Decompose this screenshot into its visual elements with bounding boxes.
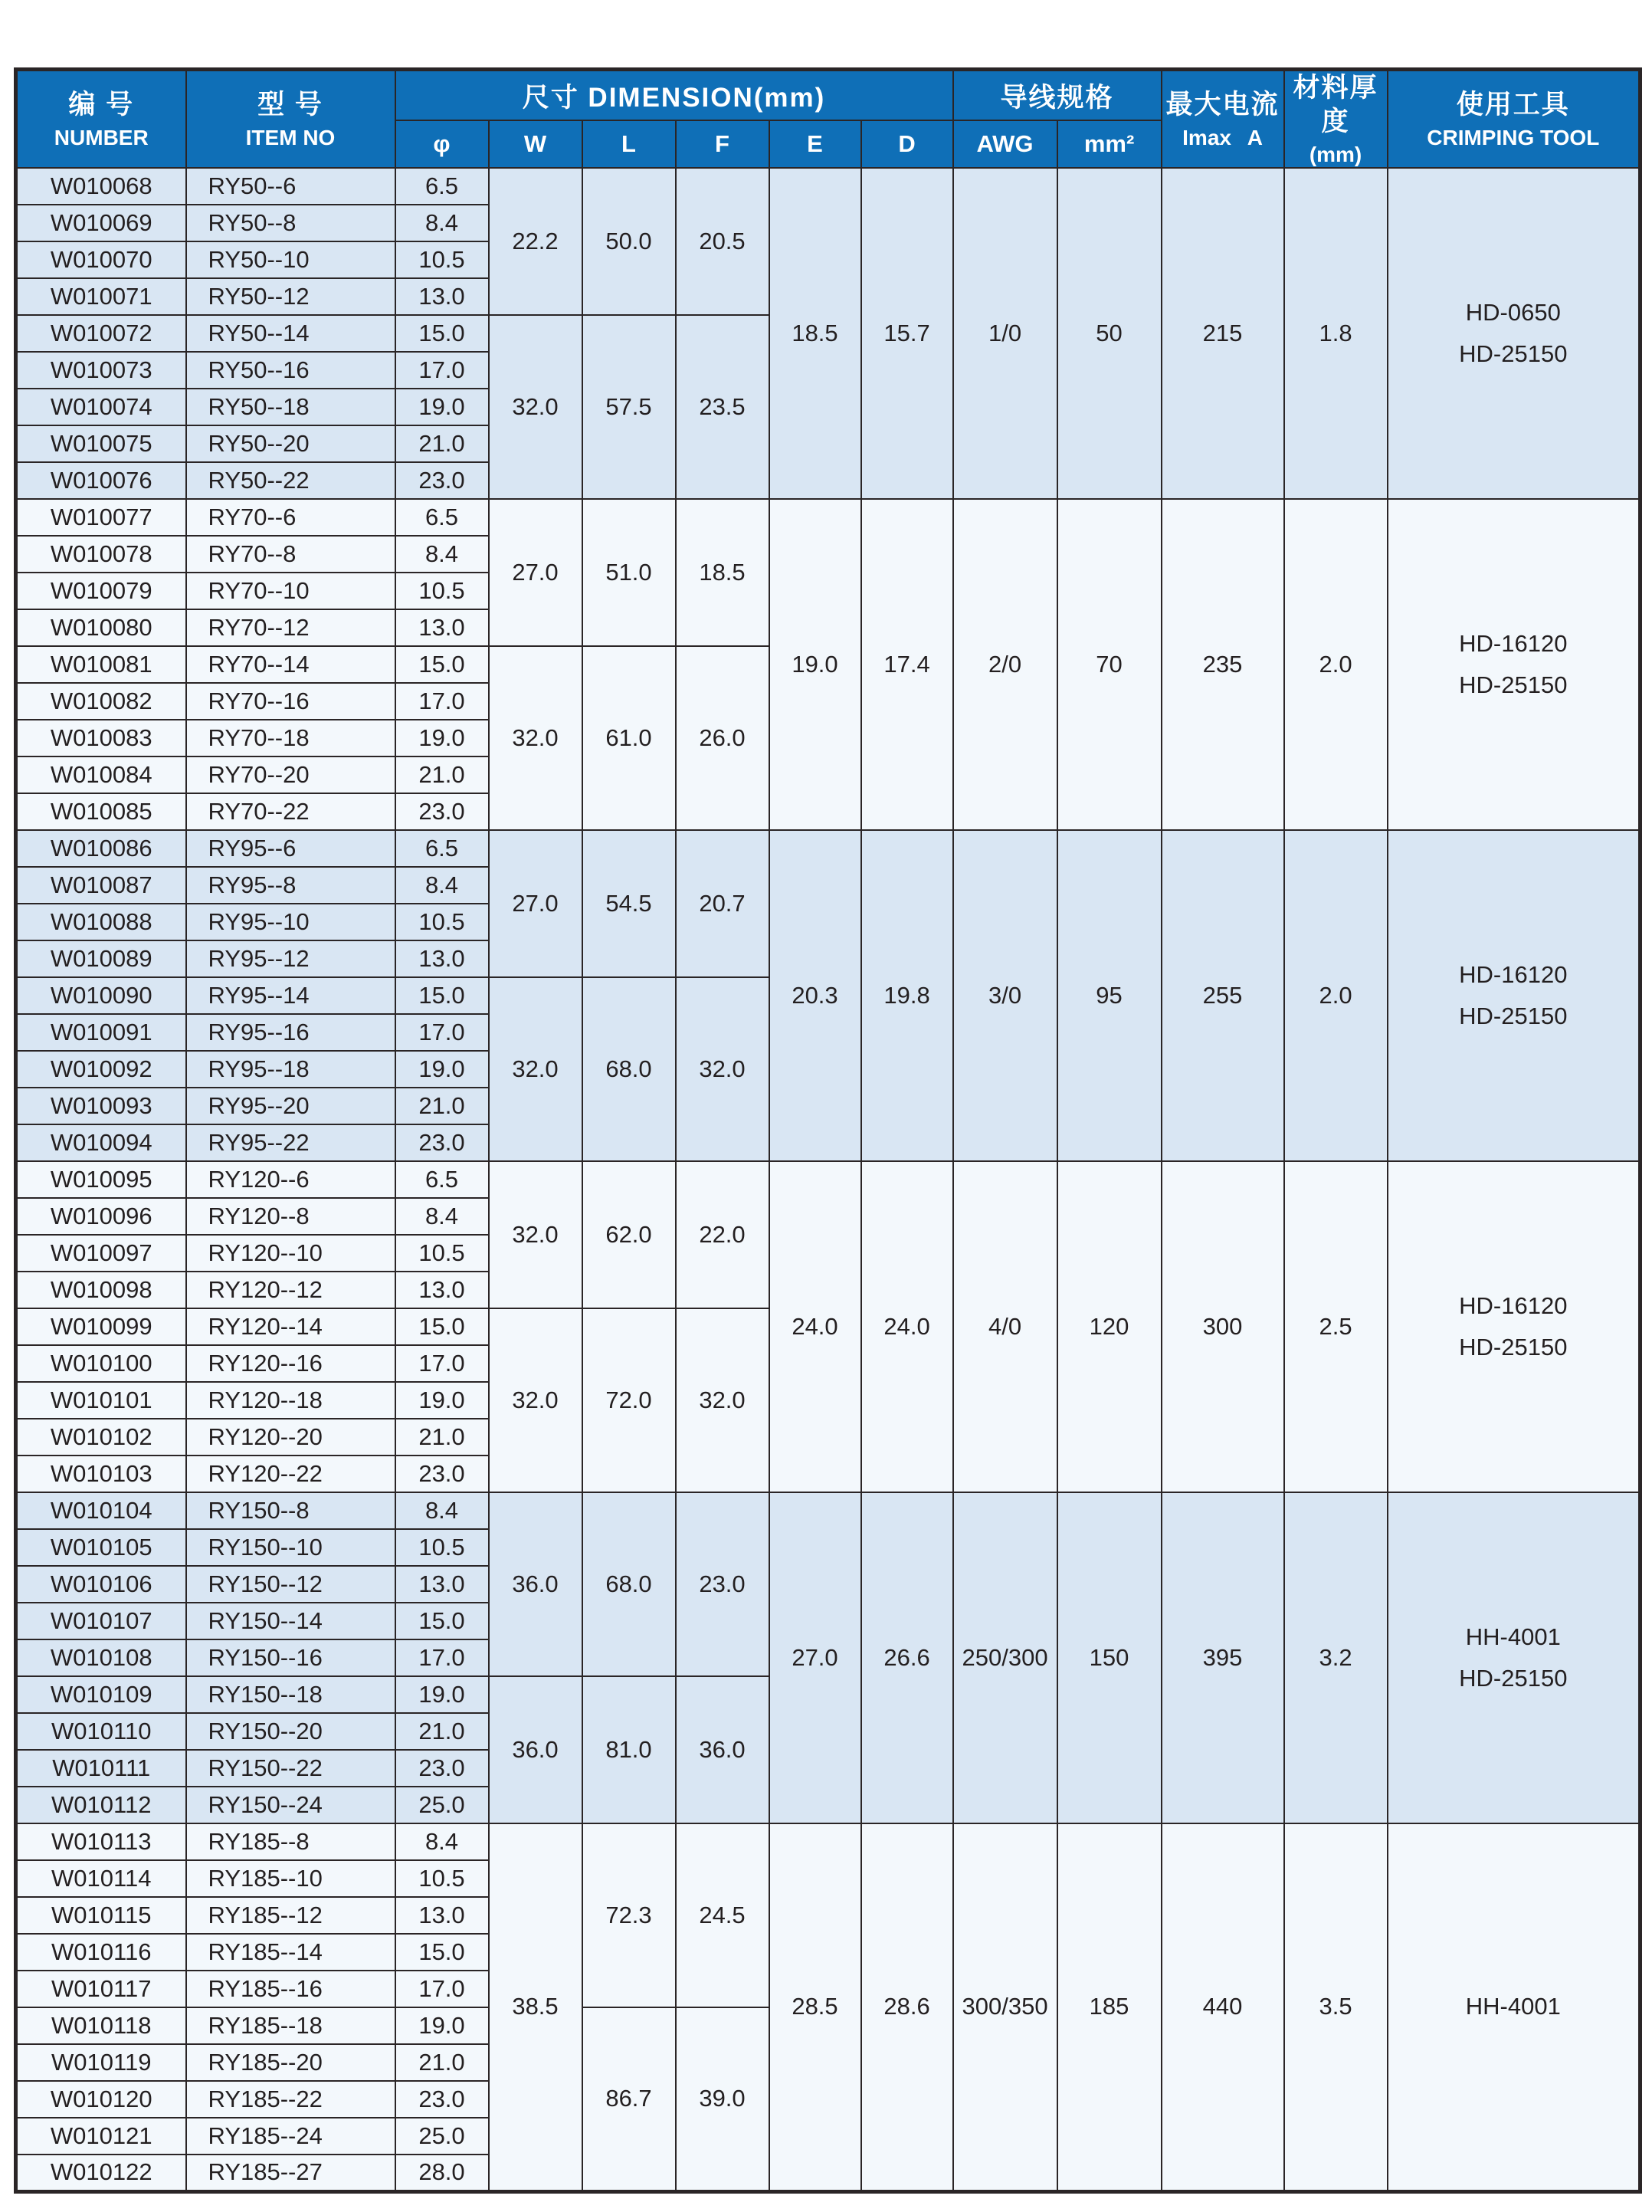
- item-cell: RY50--22: [186, 462, 395, 499]
- l-cell: 72.0: [582, 1308, 676, 1492]
- phi-cell: 6.5: [395, 168, 489, 205]
- phi-cell: 23.0: [395, 1456, 489, 1492]
- phi-cell: 6.5: [395, 499, 489, 536]
- l-cell: 86.7: [582, 2007, 676, 2191]
- imax-cell: 235: [1162, 499, 1284, 830]
- header-row-1: [16, 70, 1641, 121]
- tool-line: HD-25150: [1459, 1665, 1568, 1692]
- phi-cell: 19.0: [395, 1051, 489, 1088]
- phi-cell: 13.0: [395, 1566, 489, 1603]
- header-imax-en: Imax A: [1182, 125, 1263, 149]
- phi-cell: 13.0: [395, 609, 489, 646]
- e-cell: 18.5: [769, 168, 861, 499]
- header-thickness-en: (mm): [1309, 142, 1362, 166]
- number-cell: W010092: [16, 1051, 186, 1088]
- item-cell: RY50--14: [186, 315, 395, 352]
- tool-cell: [1388, 830, 1641, 1161]
- w-cell: 27.0: [489, 830, 582, 977]
- f-cell: 32.0: [676, 1308, 769, 1492]
- item-cell: RY50--12: [186, 278, 395, 315]
- phi-cell: 15.0: [395, 646, 489, 683]
- phi-cell: 23.0: [395, 462, 489, 499]
- phi-cell: 23.0: [395, 2081, 489, 2118]
- number-cell: W010078: [16, 536, 186, 573]
- w-cell: 36.0: [489, 1492, 582, 1676]
- header-item: [186, 70, 395, 169]
- item-cell: RY70--14: [186, 646, 395, 683]
- phi-cell: 15.0: [395, 1603, 489, 1639]
- spec-table-body: [16, 168, 1641, 2191]
- header-item-zh: 型 号: [257, 89, 323, 120]
- phi-cell: 6.5: [395, 830, 489, 867]
- phi-cell: 10.5: [395, 1860, 489, 1897]
- thickness-cell: 2.5: [1284, 1161, 1388, 1492]
- table-row: [16, 830, 1641, 867]
- tool-line: HD-16120: [1459, 1291, 1568, 1319]
- item-cell: RY185--27: [186, 2155, 395, 2191]
- header-tool: [1388, 70, 1641, 169]
- f-cell: 24.5: [676, 1823, 769, 2007]
- phi-cell: 8.4: [395, 205, 489, 241]
- number-cell: W010107: [16, 1603, 186, 1639]
- phi-cell: 23.0: [395, 1124, 489, 1161]
- phi-cell: 8.4: [395, 536, 489, 573]
- number-cell: W010076: [16, 462, 186, 499]
- item-cell: RY185--18: [186, 2007, 395, 2044]
- number-cell: W010099: [16, 1308, 186, 1345]
- f-cell: 32.0: [676, 977, 769, 1161]
- item-cell: RY70--18: [186, 720, 395, 756]
- tool-line: HH-4001: [1465, 1623, 1561, 1650]
- item-cell: RY50--18: [186, 389, 395, 425]
- item-cell: RY185--22: [186, 2081, 395, 2118]
- item-cell: RY50--10: [186, 241, 395, 278]
- item-cell: RY50--8: [186, 205, 395, 241]
- header-l: L: [582, 120, 676, 168]
- item-cell: RY95--20: [186, 1088, 395, 1124]
- phi-cell: 21.0: [395, 2044, 489, 2081]
- number-cell: W010086: [16, 830, 186, 867]
- tool-cell: [1388, 499, 1641, 830]
- header-thickness: [1284, 70, 1388, 169]
- item-cell: RY120--22: [186, 1456, 395, 1492]
- number-cell: W010108: [16, 1639, 186, 1676]
- item-cell: RY70--10: [186, 573, 395, 609]
- l-cell: 57.5: [582, 315, 676, 499]
- number-cell: W010073: [16, 352, 186, 389]
- thickness-cell: 3.5: [1284, 1823, 1388, 2191]
- phi-cell: 15.0: [395, 1308, 489, 1345]
- f-cell: 18.5: [676, 499, 769, 646]
- phi-cell: 15.0: [395, 315, 489, 352]
- mm2-cell: 150: [1057, 1492, 1162, 1823]
- table-row: [16, 168, 1641, 205]
- number-cell: W010097: [16, 1235, 186, 1272]
- header-number: [16, 70, 186, 169]
- l-cell: 68.0: [582, 1492, 676, 1676]
- e-cell: 27.0: [769, 1492, 861, 1823]
- item-cell: RY150--8: [186, 1492, 395, 1529]
- phi-cell: 21.0: [395, 1713, 489, 1750]
- item-cell: RY70--22: [186, 793, 395, 830]
- number-cell: W010070: [16, 241, 186, 278]
- header-number-zh: 编 号: [68, 89, 135, 120]
- header-d: D: [861, 120, 953, 168]
- item-cell: RY95--22: [186, 1124, 395, 1161]
- awg-cell: 1/0: [953, 168, 1057, 499]
- header-wire-group: 导线规格: [953, 70, 1162, 121]
- number-cell: W010080: [16, 609, 186, 646]
- item-cell: RY70--6: [186, 499, 395, 536]
- f-cell: 20.7: [676, 830, 769, 977]
- header-f: F: [676, 120, 769, 168]
- phi-cell: 8.4: [395, 1492, 489, 1529]
- l-cell: 62.0: [582, 1161, 676, 1308]
- item-cell: RY120--16: [186, 1345, 395, 1382]
- f-cell: 23.0: [676, 1492, 769, 1676]
- item-cell: RY185--8: [186, 1823, 395, 1860]
- header-w: W: [489, 120, 582, 168]
- number-cell: W010079: [16, 573, 186, 609]
- item-cell: RY150--22: [186, 1750, 395, 1787]
- header-imax: [1162, 70, 1284, 169]
- number-cell: W010077: [16, 499, 186, 536]
- number-cell: W010106: [16, 1566, 186, 1603]
- phi-cell: 10.5: [395, 1529, 489, 1566]
- mm2-cell: 95: [1057, 830, 1162, 1161]
- phi-cell: 6.5: [395, 1161, 489, 1198]
- awg-cell: 3/0: [953, 830, 1057, 1161]
- phi-cell: 8.4: [395, 1198, 489, 1235]
- thickness-cell: 2.0: [1284, 830, 1388, 1161]
- phi-cell: 15.0: [395, 977, 489, 1014]
- f-cell: 22.0: [676, 1161, 769, 1308]
- phi-cell: 15.0: [395, 1934, 489, 1971]
- mm2-cell: 120: [1057, 1161, 1162, 1492]
- tool-line: HD-25150: [1459, 1334, 1568, 1361]
- header-awg: AWG: [953, 120, 1057, 168]
- item-cell: RY120--20: [186, 1419, 395, 1456]
- l-cell: 68.0: [582, 977, 676, 1161]
- number-cell: W010071: [16, 278, 186, 315]
- number-cell: W010069: [16, 205, 186, 241]
- item-cell: RY95--16: [186, 1014, 395, 1051]
- table-row: [16, 1823, 1641, 1860]
- w-cell: 38.5: [489, 1823, 582, 2191]
- phi-cell: 8.4: [395, 1823, 489, 1860]
- phi-cell: 13.0: [395, 940, 489, 977]
- item-cell: RY185--14: [186, 1934, 395, 1971]
- f-cell: 36.0: [676, 1676, 769, 1823]
- awg-cell: 2/0: [953, 499, 1057, 830]
- spec-table: [14, 67, 1642, 2194]
- number-cell: W010120: [16, 2081, 186, 2118]
- table-header: [16, 70, 1641, 169]
- number-cell: W010102: [16, 1419, 186, 1456]
- number-cell: W010095: [16, 1161, 186, 1198]
- phi-cell: 13.0: [395, 1897, 489, 1934]
- item-cell: RY150--10: [186, 1529, 395, 1566]
- item-cell: RY150--20: [186, 1713, 395, 1750]
- l-cell: 81.0: [582, 1676, 676, 1823]
- number-cell: W010109: [16, 1676, 186, 1713]
- spec-sheet: [14, 67, 1642, 2194]
- tool-line: HD-25150: [1459, 1003, 1568, 1030]
- phi-cell: 23.0: [395, 1750, 489, 1787]
- item-cell: RY95--6: [186, 830, 395, 867]
- number-cell: W010100: [16, 1345, 186, 1382]
- phi-cell: 19.0: [395, 389, 489, 425]
- item-cell: RY185--10: [186, 1860, 395, 1897]
- awg-cell: 4/0: [953, 1161, 1057, 1492]
- phi-cell: 21.0: [395, 1419, 489, 1456]
- item-cell: RY70--16: [186, 683, 395, 720]
- phi-cell: 21.0: [395, 425, 489, 462]
- table-row: [16, 1492, 1641, 1529]
- number-cell: W010118: [16, 2007, 186, 2044]
- tool-line: HD-25150: [1459, 340, 1568, 368]
- item-cell: RY185--12: [186, 1897, 395, 1934]
- item-cell: RY95--8: [186, 867, 395, 904]
- imax-cell: 440: [1162, 1823, 1284, 2191]
- item-cell: RY120--18: [186, 1382, 395, 1419]
- phi-cell: 10.5: [395, 573, 489, 609]
- number-cell: W010093: [16, 1088, 186, 1124]
- number-cell: W010072: [16, 315, 186, 352]
- w-cell: 32.0: [489, 1161, 582, 1308]
- number-cell: W010110: [16, 1713, 186, 1750]
- tool-cell: [1388, 1823, 1641, 2191]
- phi-cell: 13.0: [395, 1272, 489, 1308]
- phi-cell: 17.0: [395, 1014, 489, 1051]
- number-cell: W010122: [16, 2155, 186, 2191]
- phi-cell: 10.5: [395, 241, 489, 278]
- l-cell: 50.0: [582, 168, 676, 315]
- phi-cell: 17.0: [395, 1639, 489, 1676]
- number-cell: W010087: [16, 867, 186, 904]
- w-cell: 36.0: [489, 1676, 582, 1823]
- header-number-en: NUMBER: [54, 125, 149, 149]
- item-cell: RY120--8: [186, 1198, 395, 1235]
- header-item-en: ITEM NO: [245, 125, 336, 149]
- table-row: [16, 499, 1641, 536]
- number-cell: W010117: [16, 1971, 186, 2007]
- d-cell: 15.7: [861, 168, 953, 499]
- phi-cell: 28.0: [395, 2155, 489, 2191]
- header-e: E: [769, 120, 861, 168]
- number-cell: W010084: [16, 756, 186, 793]
- phi-cell: 17.0: [395, 683, 489, 720]
- imax-cell: 255: [1162, 830, 1284, 1161]
- w-cell: 27.0: [489, 499, 582, 646]
- f-cell: 26.0: [676, 646, 769, 830]
- number-cell: W010116: [16, 1934, 186, 1971]
- l-cell: 51.0: [582, 499, 676, 646]
- phi-cell: 21.0: [395, 756, 489, 793]
- d-cell: 28.6: [861, 1823, 953, 2191]
- item-cell: RY150--12: [186, 1566, 395, 1603]
- number-cell: W010115: [16, 1897, 186, 1934]
- l-cell: 72.3: [582, 1823, 676, 2007]
- phi-cell: 19.0: [395, 1382, 489, 1419]
- phi-cell: 17.0: [395, 352, 489, 389]
- number-cell: W010111: [16, 1750, 186, 1787]
- number-cell: W010119: [16, 2044, 186, 2081]
- tool-line: HD-16120: [1459, 629, 1568, 657]
- number-cell: W010081: [16, 646, 186, 683]
- phi-cell: 19.0: [395, 1676, 489, 1713]
- number-cell: W010121: [16, 2118, 186, 2155]
- d-cell: 24.0: [861, 1161, 953, 1492]
- number-cell: W010074: [16, 389, 186, 425]
- number-cell: W010068: [16, 168, 186, 205]
- mm2-cell: 70: [1057, 499, 1162, 830]
- item-cell: RY70--20: [186, 756, 395, 793]
- e-cell: 28.5: [769, 1823, 861, 2191]
- number-cell: W010114: [16, 1860, 186, 1897]
- item-cell: RY120--6: [186, 1161, 395, 1198]
- e-cell: 19.0: [769, 499, 861, 830]
- d-cell: 26.6: [861, 1492, 953, 1823]
- phi-cell: 25.0: [395, 2118, 489, 2155]
- d-cell: 19.8: [861, 830, 953, 1161]
- item-cell: RY120--14: [186, 1308, 395, 1345]
- tool-line: HH-4001: [1465, 1993, 1561, 2020]
- phi-cell: 19.0: [395, 2007, 489, 2044]
- number-cell: W010090: [16, 977, 186, 1014]
- number-cell: W010101: [16, 1382, 186, 1419]
- item-cell: RY150--24: [186, 1787, 395, 1823]
- l-cell: 61.0: [582, 646, 676, 830]
- mm2-cell: 185: [1057, 1823, 1162, 2191]
- number-cell: W010113: [16, 1823, 186, 1860]
- item-cell: RY120--12: [186, 1272, 395, 1308]
- item-cell: RY185--20: [186, 2044, 395, 2081]
- thickness-cell: 3.2: [1284, 1492, 1388, 1823]
- item-cell: RY95--18: [186, 1051, 395, 1088]
- header-imax-zh: 最大电流: [1165, 89, 1280, 120]
- table-row: [16, 1161, 1641, 1198]
- number-cell: W010085: [16, 793, 186, 830]
- mm2-cell: 50: [1057, 168, 1162, 499]
- tool-cell: [1388, 168, 1641, 499]
- f-cell: 20.5: [676, 168, 769, 315]
- header-mm2: mm²: [1057, 120, 1162, 168]
- phi-cell: 23.0: [395, 793, 489, 830]
- thickness-cell: 1.8: [1284, 168, 1388, 499]
- w-cell: 32.0: [489, 977, 582, 1161]
- number-cell: W010091: [16, 1014, 186, 1051]
- phi-cell: 8.4: [395, 867, 489, 904]
- item-cell: RY185--24: [186, 2118, 395, 2155]
- awg-cell: 250/300: [953, 1492, 1057, 1823]
- item-cell: RY150--14: [186, 1603, 395, 1639]
- phi-cell: 17.0: [395, 1345, 489, 1382]
- tool-line: HD-0650: [1465, 298, 1561, 326]
- imax-cell: 395: [1162, 1492, 1284, 1823]
- item-cell: RY50--6: [186, 168, 395, 205]
- item-cell: RY150--16: [186, 1639, 395, 1676]
- phi-cell: 10.5: [395, 904, 489, 940]
- number-cell: W010088: [16, 904, 186, 940]
- phi-cell: 25.0: [395, 1787, 489, 1823]
- phi-cell: 19.0: [395, 720, 489, 756]
- imax-cell: 300: [1162, 1161, 1284, 1492]
- tool-line: HD-16120: [1459, 960, 1568, 988]
- item-cell: RY95--10: [186, 904, 395, 940]
- number-cell: W010112: [16, 1787, 186, 1823]
- item-cell: RY95--12: [186, 940, 395, 977]
- item-cell: RY150--18: [186, 1676, 395, 1713]
- number-cell: W010082: [16, 683, 186, 720]
- number-cell: W010105: [16, 1529, 186, 1566]
- w-cell: 32.0: [489, 646, 582, 830]
- number-cell: W010075: [16, 425, 186, 462]
- header-tool-zh: 使用工具: [1456, 89, 1570, 120]
- phi-cell: 13.0: [395, 278, 489, 315]
- imax-cell: 215: [1162, 168, 1284, 499]
- header-tool-en: CRIMPING TOOL: [1427, 125, 1600, 149]
- item-cell: RY50--20: [186, 425, 395, 462]
- header-dimension-group: 尺寸 DIMENSION(mm): [395, 70, 953, 121]
- header-phi: φ: [395, 120, 489, 168]
- tool-cell: [1388, 1492, 1641, 1823]
- l-cell: 54.5: [582, 830, 676, 977]
- tool-cell: [1388, 1161, 1641, 1492]
- item-cell: RY120--10: [186, 1235, 395, 1272]
- item-cell: RY50--16: [186, 352, 395, 389]
- e-cell: 20.3: [769, 830, 861, 1161]
- phi-cell: 17.0: [395, 1971, 489, 2007]
- thickness-cell: 2.0: [1284, 499, 1388, 830]
- number-cell: W010094: [16, 1124, 186, 1161]
- number-cell: W010103: [16, 1456, 186, 1492]
- d-cell: 17.4: [861, 499, 953, 830]
- item-cell: RY185--16: [186, 1971, 395, 2007]
- e-cell: 24.0: [769, 1161, 861, 1492]
- item-cell: RY95--14: [186, 977, 395, 1014]
- phi-cell: 10.5: [395, 1235, 489, 1272]
- w-cell: 22.2: [489, 168, 582, 315]
- f-cell: 23.5: [676, 315, 769, 499]
- number-cell: W010098: [16, 1272, 186, 1308]
- header-thickness-zh: 材料厚度: [1293, 73, 1378, 136]
- phi-cell: 21.0: [395, 1088, 489, 1124]
- number-cell: W010096: [16, 1198, 186, 1235]
- item-cell: RY70--12: [186, 609, 395, 646]
- f-cell: 39.0: [676, 2007, 769, 2191]
- w-cell: 32.0: [489, 315, 582, 499]
- number-cell: W010089: [16, 940, 186, 977]
- tool-line: HD-25150: [1459, 671, 1568, 699]
- awg-cell: 300/350: [953, 1823, 1057, 2191]
- number-cell: W010104: [16, 1492, 186, 1529]
- w-cell: 32.0: [489, 1308, 582, 1492]
- number-cell: W010083: [16, 720, 186, 756]
- item-cell: RY70--8: [186, 536, 395, 573]
